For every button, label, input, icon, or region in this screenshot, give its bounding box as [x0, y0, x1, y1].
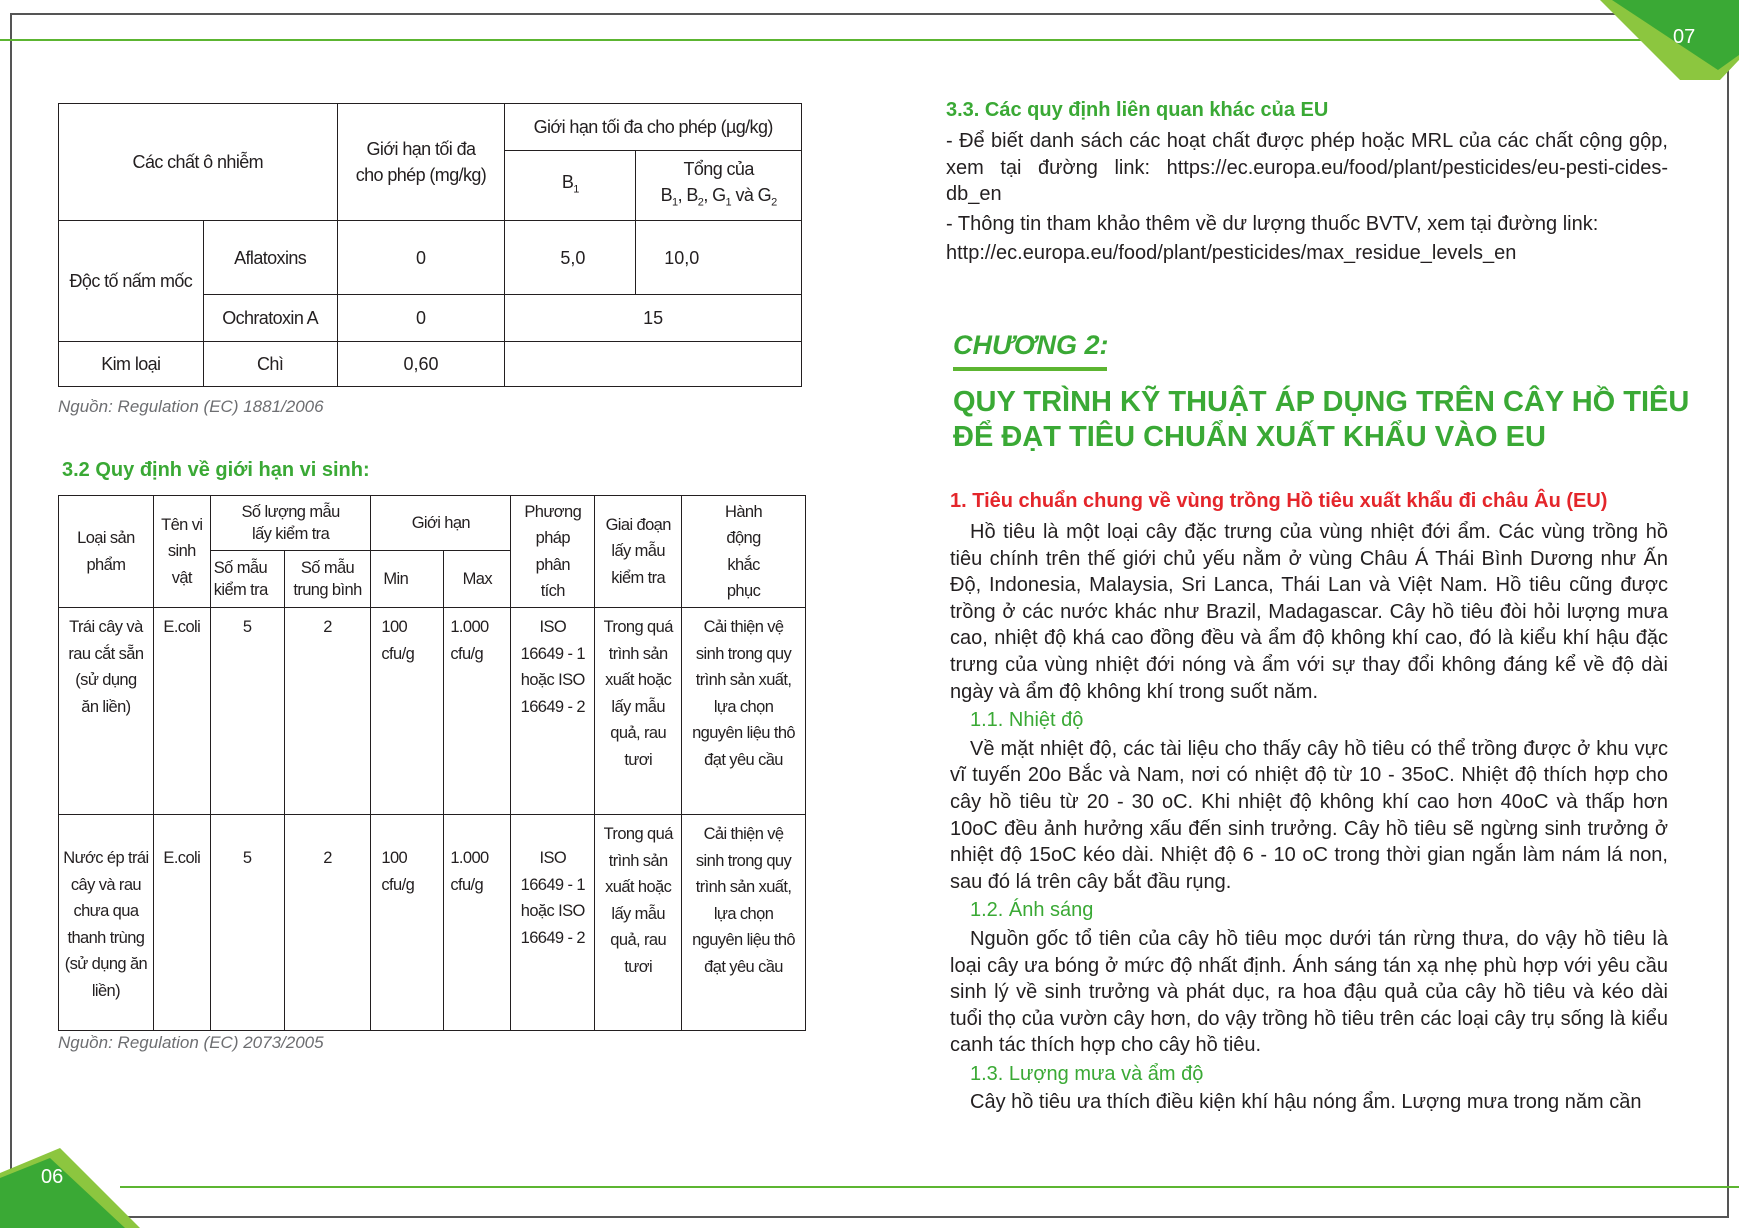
table-row — [59, 608, 806, 815]
cell-c: 2 — [284, 608, 371, 815]
table-row — [59, 815, 806, 1031]
section-1-2-heading: 1.2. Ánh sáng — [970, 899, 1094, 922]
row-lead-mg: 0,60 — [337, 342, 505, 387]
cell-min: 100 cfu/g — [371, 608, 444, 815]
page-number-right: 07 — [1673, 26, 1696, 48]
section-1-3-heading: 1.3. Lượng mưa và ẩm độ — [970, 1062, 1204, 1085]
section-3-3-p1: - Để biết danh sách các hoạt chất được phép hoặc MRL của các chất cộng gộp, xem tại đường link: https://ec.europa.eu/food/plant/pesticides/eu-pesti-cides-db_en — [946, 130, 1668, 206]
header-limit: Giới hạn — [371, 496, 511, 551]
section-1-para: Hồ tiêu là một loại cây đặc trưng của vùng nhiệt đới ẩm. Các vùng trồng hồ tiêu chính trên thế giới chủ yếu nằm ở vùng Châu Á Thái Bình Dương như Ấn Độ, Indonesia, Malaysia, Sri Lanca, Thái Lan và Việt Nam. Hồ tiêu cũng được trồng ở các nước khác như Brazil, Madagascar. Cây hồ tiêu đòi hỏi lượng mưa cao, nhiệt độ khá cao đồng đều và ẩm độ không khí cao, đó là kiểu khí hậu đặc trưng của vùng nhiệt đới nóng và ẩm với sự thay đổi không đáng kể về độ dài ngày và ẩm độ không khí trong suốt năm. — [950, 521, 1668, 703]
cell-max: 1.000 cfu/g — [444, 815, 511, 1031]
header-min: Min — [371, 551, 444, 608]
page-number-left: 06 — [41, 1166, 64, 1188]
row-group-metal: Kim loại — [59, 342, 204, 387]
cell-n: 5 — [210, 815, 284, 1031]
contaminant-table — [58, 103, 802, 387]
cell-min: 100 cfu/g — [371, 815, 444, 1031]
cell-action: Cải thiện vệ sinh trong quy trình sản xuất, lựa chọn nguyên liệu thô đạt yêu cầu — [682, 815, 806, 1031]
row-lead: Chì — [203, 342, 337, 387]
chapter-title — [953, 385, 1713, 455]
section-1-heading: 1. Tiêu chuẩn chung về vùng trồng Hồ tiêu xuất khẩu đi châu Âu (EU) — [950, 490, 1608, 512]
row-ochratoxin-ug: 15 — [505, 295, 802, 342]
header-c: Số mẫu trung bình — [284, 551, 371, 608]
chapter-title-line1: QUY TRÌNH KỸ THUẬT ÁP DỤNG TRÊN CÂY HỒ TIÊU — [953, 386, 1690, 418]
header-contaminant: Các chất ô nhiễm — [59, 104, 338, 221]
header-total: Tổng của $B_1$, $B_2$, $G_1$ và $G_2$ — [636, 151, 802, 221]
cell-microbe: E.coli — [153, 608, 210, 815]
microbial-table — [58, 495, 806, 1031]
cell-action: Cải thiện vệ sinh trong quy trình sản xuất, lựa chọn nguyên liệu thô đạt yêu cầu — [682, 608, 806, 815]
chapter-label: CHƯƠNG 2: — [953, 330, 1109, 360]
header-n: Số mẫu kiểm tra — [210, 551, 284, 608]
source-note-2: Nguồn: Regulation (EC) 2073/2005 — [58, 1033, 324, 1052]
chapter-title-line2: ĐỂ ĐẠT TIÊU CHUẨN XUẤT KHẨU VÀO EU — [953, 421, 1546, 453]
source-note-1: Nguồn: Regulation (EC) 1881/2006 — [58, 397, 324, 416]
header-b1: $B_1$ — [505, 151, 636, 221]
header-max-mg: Giới hạn tối đa cho phép (mg/kg) — [337, 104, 505, 221]
header-method: Phương pháp phân tích — [511, 496, 595, 608]
header-product: Loại sản phẩm — [59, 496, 154, 608]
cell-product: Trái cây và rau cắt sẵn (sử dụng ăn liền) — [59, 608, 154, 815]
header-max-ug: Giới hạn tối đa cho phép (µg/kg) — [505, 104, 802, 151]
row-aflatoxins-mg: 0 — [337, 221, 505, 295]
page-corner-tab-right — [1600, 0, 1739, 80]
cell-product: Nước ép trái cây và rau chưa qua thanh trùng (sử dụng ăn liền) — [59, 815, 154, 1031]
header-samples: Số lượng mẫu lấy kiểm tra — [210, 496, 371, 551]
row-group-mycotoxin: Độc tố nấm mốc — [59, 221, 204, 342]
section-3-2-heading: 3.2 Quy định về giới hạn vi sinh: — [62, 459, 370, 481]
row-aflatoxins-total: 10,0 — [636, 221, 802, 295]
top-rule — [0, 39, 1650, 41]
section-3-3-heading: 3.3. Các quy định liên quan khác của EU — [946, 99, 1329, 121]
row-aflatoxins: Aflatoxins — [203, 221, 337, 295]
section-3-3-p2: - Thông tin tham khảo thêm về dư lượng thuốc BVTV, xem tại đường link: — [946, 212, 1599, 235]
cell-method: ISO 16649 - 1 hoặc ISO 16649 - 2 — [511, 815, 595, 1031]
header-max: Max — [444, 551, 511, 608]
section-1-body — [950, 519, 1668, 1116]
cell-stage: Trong quá trình sản xuất hoặc lấy mẫu quả, rau tươi — [595, 608, 682, 815]
cell-stage: Trong quá trình sản xuất hoặc lấy mẫu quả, rau tươi — [595, 815, 682, 1031]
header-stage: Giai đoạn lấy mẫu kiểm tra — [595, 496, 682, 608]
header-action: Hành động khắc phục — [682, 496, 806, 608]
row-lead-ug — [505, 342, 802, 387]
cell-n: 5 — [210, 608, 284, 815]
section-1-2-para: Nguồn gốc tổ tiên của cây hồ tiêu mọc dưới tán rừng thưa, do vậy hồ tiêu là loại cây ưa bóng ở mức độ nhất định. Ánh sáng tán xạ nhẹ phù hợp với yêu cầu sinh lý về sinh trưởng và phát dục, ra hoa đậu quả của cây hồ tiêu và kéo dài tuổi thọ của vườn cây hơn, do vậy trồng hồ tiêu trên các loại cây trụ sống là kiểu canh tác thích hợp cho cây hồ tiêu. — [950, 927, 1668, 1057]
cell-max: 1.000 cfu/g — [444, 608, 511, 815]
chapter-underline — [953, 367, 1107, 371]
page-corner-tab-left — [0, 1148, 140, 1228]
header-microbe: Tên vi sinh vật — [153, 496, 210, 608]
cell-c: 2 — [284, 815, 371, 1031]
section-3-3-link[interactable]: http://ec.europa.eu/food/plant/pesticides/max_residue_levels_en — [946, 242, 1517, 265]
row-aflatoxins-b1: 5,0 — [505, 221, 636, 295]
cell-microbe: E.coli — [153, 815, 210, 1031]
cell-method: ISO 16649 - 1 hoặc ISO 16649 - 2 — [511, 608, 595, 815]
section-1-1-heading: 1.1. Nhiệt độ — [970, 709, 1084, 732]
section-1-1-para: Về mặt nhiệt độ, các tài liệu cho thấy cây hồ tiêu có thể trồng được ở khu vực vĩ tuyến 20o Bắc và Nam, nơi có nhiệt độ từ 10 - 35oC. Nhiệt độ thích hợp cho cây hồ tiêu từ 20 - 30 oC. Khi nhiệt độ không khí cao hơn 40oC và thấp hơn 10oC đều ảnh hưởng xấu đến sinh trưởng. Cây hồ tiêu sẽ ngừng sinh trưởng ở nhiệt độ 15oC kéo dài. Nhiệt độ 6 - 10 oC trong thời gian ngắn làm nám lá non, sau đó lá trên cây bắt đầu rụng. — [950, 737, 1668, 893]
row-ochratoxin: Ochratoxin A — [203, 295, 337, 342]
bottom-rule — [120, 1186, 1739, 1188]
section-3-3-body — [946, 128, 1668, 267]
section-1-3-para: Cây hồ tiêu ưa thích điều kiện khí hậu nóng ẩm. Lượng mưa trong năm cần — [970, 1091, 1642, 1114]
row-ochratoxin-mg: 0 — [337, 295, 505, 342]
